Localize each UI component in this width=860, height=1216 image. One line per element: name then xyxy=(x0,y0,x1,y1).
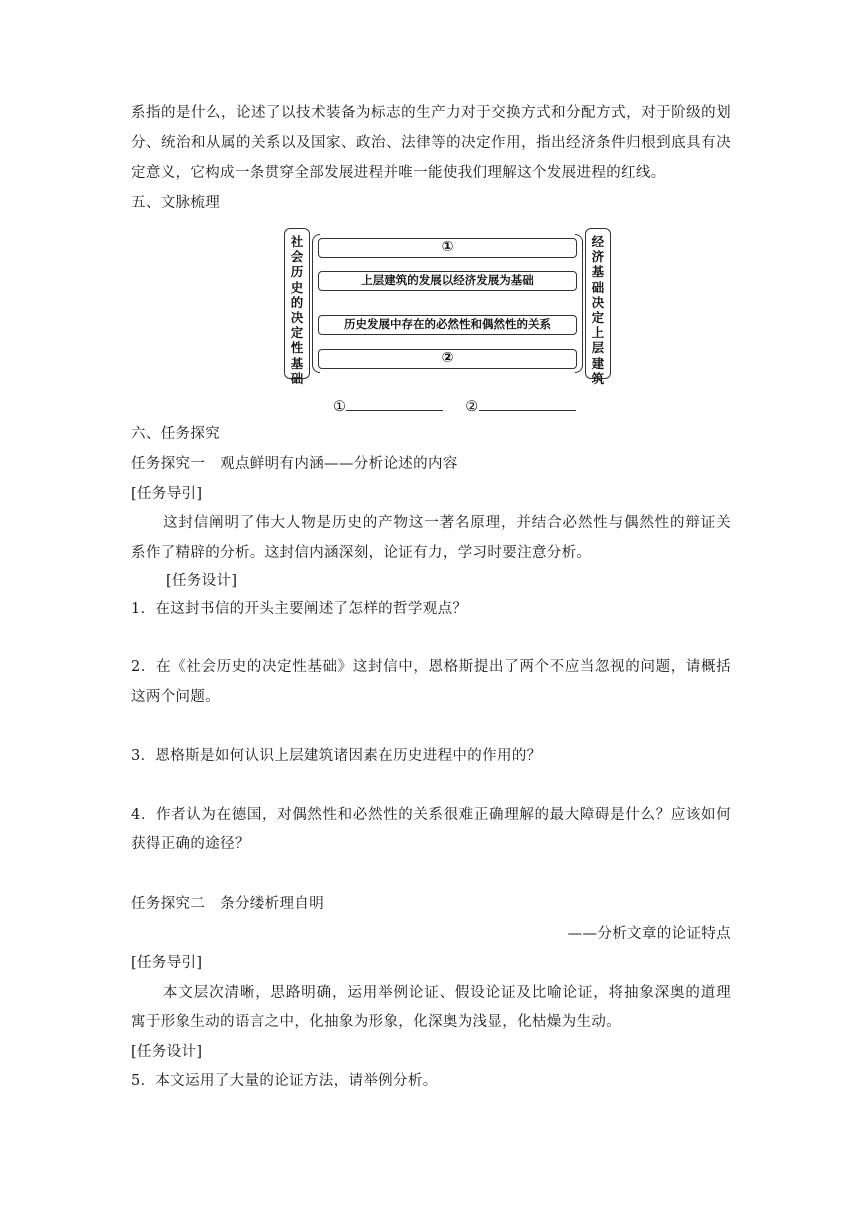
diagram-bar-superstructure: 上层建筑的发展以经济发展为基础 xyxy=(318,271,577,291)
right-label-char: 基 xyxy=(591,264,605,280)
left-label-char: 史 xyxy=(290,279,304,295)
right-label-char: 济 xyxy=(591,249,605,265)
intro-line-1: 系指的是什么，论述了以技术装备为标志的生产力对于交换方式和分配方式，对于阶级的划 xyxy=(131,105,731,121)
right-label-char: 建 xyxy=(591,355,605,371)
right-label-char: 决 xyxy=(591,294,605,310)
right-label-char: 层 xyxy=(591,340,605,356)
task2-guide-label: [任务导引] xyxy=(131,955,203,971)
right-label-char: 上 xyxy=(591,325,605,341)
diagram-bar-blank-1: ① xyxy=(318,238,577,258)
task1-title: 任务探究一 观点鲜明有内涵——分析论述的内容 xyxy=(131,456,458,472)
right-brace xyxy=(575,234,583,373)
intro-line-2: 分、统治和从属的关系以及国家、政治、法律等的决定作用，指出经济条件归根到底具有决 xyxy=(131,135,731,151)
question-1: 1．在这封书信的开头主要阐述了怎样的哲学观点？ xyxy=(131,601,468,617)
task1-guide-line-2: 系作了精辟的分析。这封信内涵深刻，论证有力，学习时要注意分析。 xyxy=(131,545,592,561)
section5-heading: 五、文脉梳理 xyxy=(131,195,221,211)
task2-design-label: [任务设计] xyxy=(131,1044,203,1060)
section6-heading: 六、任务探究 xyxy=(131,426,221,442)
right-label-char: 筑 xyxy=(591,370,605,386)
blank-1-label: ① xyxy=(333,399,347,415)
left-label-char: 社 xyxy=(290,234,304,249)
left-label-char: 的 xyxy=(290,294,304,310)
task2-guide-line-1: 本文层次清晰，思路明确，运用举例论证、假设论证及比喻论证，将抽象深奥的道理 xyxy=(163,985,731,1001)
left-label-char: 会 xyxy=(290,249,304,265)
diagram-bar-blank-2: ② xyxy=(318,349,577,369)
diagram-bar-necessity-chance: 历史发展中存在的必然性和偶然性的关系 xyxy=(318,315,577,335)
task1-design-label: [任务设计] xyxy=(166,573,238,589)
left-label-char: 历 xyxy=(290,264,304,280)
answer-blanks xyxy=(333,394,573,417)
task2-guide-line-2: 寓于形象生动的语言之中，化抽象为形象，化深奥为浅显，化枯燥为生动。 xyxy=(131,1014,622,1030)
right-label-char: 经 xyxy=(591,234,605,249)
task1-guide-line-1: 这封信阐明了伟大人物是历史的产物这一著名原理，并结合必然性与偶然性的辩证关 xyxy=(163,515,731,531)
blank-2-field[interactable] xyxy=(479,394,576,411)
blank-1-field[interactable] xyxy=(346,394,443,411)
left-label-char: 基 xyxy=(290,355,304,371)
task1-guide-label: [任务导引] xyxy=(131,486,203,502)
right-label-char: 础 xyxy=(591,279,605,295)
question-3: 3．恩格斯是如何认识上层建筑诸因素在历史进程中的作用的？ xyxy=(131,748,542,764)
right-label-char: 定 xyxy=(591,310,605,326)
intro-line-3: 定意义，它构成一条贯穿全部发展进程并唯一能使我们理解这个发展进程的红线。 xyxy=(131,165,666,181)
left-label-char: 决 xyxy=(290,310,304,326)
task2-subtitle: ——分析文章的论证特点 xyxy=(567,926,731,942)
left-label-char: 定 xyxy=(290,325,304,341)
left-label-char: 性 xyxy=(290,340,304,356)
question-4-line-1: 4．作者认为在德国，对偶然性和必然性的关系很难正确理解的最大障碍是什么？应该如何 xyxy=(131,807,731,823)
blank-2-label: ② xyxy=(465,399,479,415)
question-2-line-2: 这两个问题。 xyxy=(131,689,221,705)
structure-diagram xyxy=(284,228,611,386)
question-4-line-2: 获得正确的途径？ xyxy=(131,836,250,852)
task2-title: 任务探究二 条分缕析理自明 xyxy=(131,896,325,912)
diagram-right-label-box xyxy=(585,228,611,386)
question-5: 5．本文运用了大量的论证方法，请举例分析。 xyxy=(131,1073,438,1089)
diagram-left-label-box xyxy=(284,228,310,386)
question-2-line-1: 2．在《社会历史的决定性基础》这封信中，恩格斯提出了两个不应当忽视的问题，请概括 xyxy=(131,659,731,675)
left-label-char: 础 xyxy=(290,370,304,386)
